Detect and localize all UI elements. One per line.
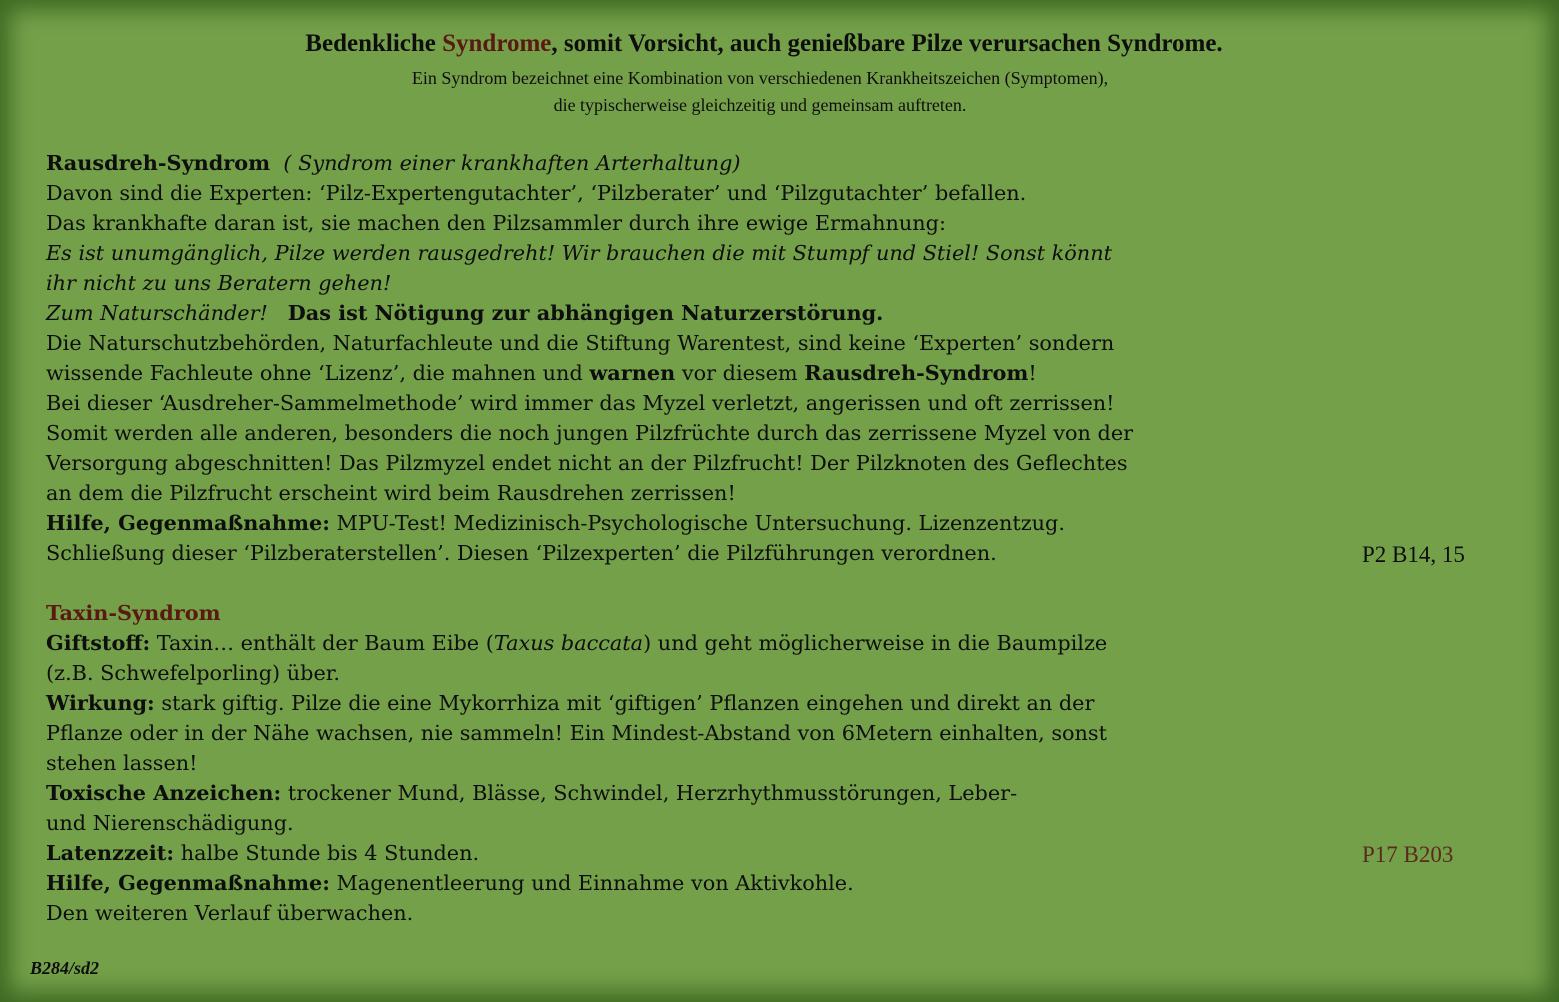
rausdreh-help-text: MPU-Test! Medizinisch-Psychologische Untersuchung. Lizenzentzug.: [329, 511, 1065, 535]
taxin-gift-line: [46, 628, 1107, 658]
rausdreh-help-line: [46, 508, 1065, 538]
rausdreh-line-4: ihr nicht zu uns Beratern gehen!: [46, 271, 392, 295]
naturschaender-text: Zum Naturschänder!: [46, 301, 268, 325]
line7-part-e: !: [1028, 361, 1037, 385]
rausdreh-line-11: an dem die Pilzfrucht erscheint wird beim Rausdrehen zerrissen!: [46, 481, 736, 505]
line7-part-a: wissende Fachleute ohne ‘Lizenz’, die mahnen und: [46, 361, 590, 385]
taxin-wirkung-line-3: stehen lassen!: [46, 751, 198, 775]
rausdreh-line-3: Es ist unumgänglich, Pilze werden rausgedreht! Wir brauchen die mit Stumpf und Stiel! Sonst könnt: [46, 241, 1112, 265]
wirkung-text: stark giftig. Pilze die eine Mykorrhiza mit ‘giftigen’ Pflanzen eingehen und direkt an der: [154, 691, 1095, 715]
gift-text-a: Taxin… enthält der Baum Eibe (: [150, 631, 494, 655]
subtitle-line-1: Ein Syndrom bezeichnet eine Kombination von verschiedenen Krankheitszeichen (Symptomen),: [411, 68, 1109, 88]
taxin-latenz-line: [46, 838, 479, 868]
taxin-wirkung-line-2: Pflanze oder in der Nähe wachsen, nie sammeln! Ein Mindest-Abstand von 6Metern einhalten, sonst: [46, 721, 1107, 745]
gift-text-b: ) und geht möglicherweise in die Baumpilze: [643, 631, 1108, 655]
taxin-help-line-2: Den weiteren Verlauf überwachen.: [46, 901, 414, 925]
taxin-wirkung-line: [46, 688, 1094, 718]
gift-label: Giftstoff:: [46, 630, 151, 655]
title-post: , somit Vorsicht, auch genießbare Pilze verursachen Syndrome.: [551, 30, 1223, 57]
tox-text: trockener Mund, Blässe, Schwindel, Herzrhythmusstörungen, Leber-: [281, 781, 1018, 805]
tox-label: Toxische Anzeichen:: [46, 780, 282, 805]
warnen-text: warnen: [589, 360, 676, 385]
rausdreh-line-1: Davon sind die Experten: ‘Pilz-Expertengutachter’, ‘Pilzberater’ und ‘Pilzgutachter’ befallen.: [46, 181, 1027, 205]
taxin-tox-line: [46, 778, 1017, 808]
rausdreh-reference: P2 B14, 15: [1362, 542, 1465, 567]
rausdreh-line-9: Somit werden alle anderen, besonders die noch jungen Pilzfrüchte durch das zerrissene Myzel von der: [46, 421, 1134, 445]
rausdreh-syndrom-text: Rausdreh-Syndrom: [804, 360, 1029, 385]
taxin-help-line: [46, 868, 854, 898]
rausdreh-heading-line: [46, 148, 741, 178]
latenz-text: halbe Stunde bis 4 Stunden.: [174, 841, 480, 865]
taxus-baccata: Taxus baccata: [493, 631, 644, 655]
rausdreh-line-6: Die Naturschutzbehörden, Naturfachleute und die Stiftung Warentest, sind keine ‘Experten’ sondern: [46, 331, 1115, 355]
title-pre: Bedenkliche: [305, 30, 443, 57]
rausdreh-heading: Rausdreh-Syndrom: [46, 150, 271, 175]
subtitle-line-2: die typischerweise gleichzeitig und gemeinsam auftreten.: [553, 95, 967, 115]
document-code: B284/sd2: [30, 958, 100, 978]
wirkung-label: Wirkung:: [46, 690, 155, 715]
rausdreh-line-13: Schließung dieser ‘Pilzberaterstellen’. Diesen ‘Pilzexperten’ die Pilzführungen verordnen.: [46, 541, 997, 565]
rausdreh-line-7: [46, 358, 1037, 388]
taxin-help-label: Hilfe, Gegenmaßnahme:: [46, 870, 330, 895]
taxin-help-text: Magenentleerung und Einnahme von Aktivkohle.: [329, 871, 854, 895]
rausdreh-heading-note: ( Syndrom einer krankhaften Arterhaltung): [283, 151, 741, 175]
taxin-heading: Taxin-Syndrom: [46, 600, 221, 625]
rausdreh-line-8: Bei dieser ‘Ausdreher-Sammelmethode’ wird immer das Myzel verletzt, angerissen und oft zerrissen!: [46, 391, 1115, 415]
rausdreh-line-2: Das krankhafte daran ist, sie machen den Pilzsammler durch ihre ewige Ermahnung:: [46, 211, 946, 235]
title-accent: Syndrome: [442, 30, 552, 57]
taxin-tox-line-2: und Nierenschädigung.: [46, 811, 294, 835]
noetigung-text: Das ist Nötigung zur abhängigen Naturzerstörung.: [287, 300, 884, 325]
latenz-label: Latenzzeit:: [46, 840, 175, 865]
taxin-reference: P17 B203: [1362, 842, 1454, 867]
rausdreh-help-label: Hilfe, Gegenmaßnahme:: [46, 510, 330, 535]
taxin-gift-line-2: (z.B. Schwefelporling) über.: [46, 661, 341, 685]
rausdreh-line-5: [46, 298, 883, 328]
rausdreh-line-10: Versorgung abgeschnitten! Das Pilzmyzel endet nicht an der Pilzfrucht! Der Pilzknoten des Geflechtes: [46, 451, 1128, 475]
line7-part-c: vor diesem: [675, 361, 805, 385]
page-title: [0, 30, 1528, 58]
